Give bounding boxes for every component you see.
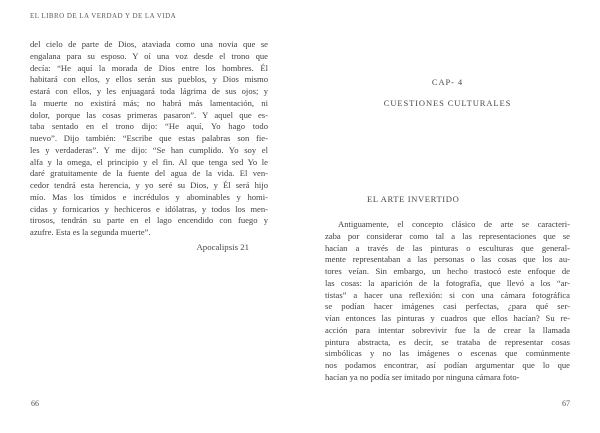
text-line: cedor tendrá esta herencia, y yo seré su Dios, y Él será hijo <box>30 180 268 190</box>
page-number-left: 66 <box>31 399 39 408</box>
text-line: dolor, porque las cosas primeras pasaron”. Y aquel que es- <box>30 109 268 120</box>
text-line: las cosas: la aparición de la fotografía, que llevó a los “ar- <box>325 277 570 288</box>
text-line: nos podamos encontrar, así podían argumentar que lo que <box>325 360 570 370</box>
text-line: les y verdaderas”. Y me dijo: “Se han cumplido. Yo soy el <box>30 144 268 155</box>
text-line: azufre. Esta es la segunda muerte”. <box>30 227 151 237</box>
text-line: vían entonces las pinturas y cuadros que ellos hacían? Su re- <box>325 313 570 323</box>
running-header: EL LIBRO DE LA VERDAD Y DE LA VIDA <box>30 12 177 20</box>
text-line: tores veían. Sin embargo, un hecho trastocó este enfoque de <box>325 266 570 276</box>
text-line: nuevo”. Dijo también: “Escribe que estas palabras son fie- <box>30 133 268 143</box>
text-line: pintura abstracta, es decir, se trataba de representar cosas <box>325 336 570 347</box>
text-line: simbólicas y no las imágenes o escenas que comúnmente <box>325 348 570 359</box>
right-page-body-text <box>325 219 570 384</box>
text-line: tirosos, tendrán su parte en el lago encendido con fuego y <box>30 215 268 226</box>
page-number-right: 67 <box>562 399 570 408</box>
text-line: mío. Mas los tímidos e incrédulos y abominables y homi- <box>30 191 268 202</box>
text-line: Antiguamente, el concepto clásico de arte se caracteri- <box>338 219 570 229</box>
left-page-body-text <box>30 39 268 239</box>
text-line: tistas” a hacer una reflexión: si con una cámara fotográfica <box>325 289 570 300</box>
section-heading: EL ARTE INVERTIDO <box>367 194 460 204</box>
text-line: engalana para su esposo. Y oí una voz desde el trono que <box>30 50 268 61</box>
text-line: zaba por considerar como tal a las representaciones que se <box>325 230 570 241</box>
text-line: decía: “He aquí la morada de Dios entre los hombres. Él <box>30 62 268 73</box>
chapter-title: CUESTIONES CULTURALES <box>383 98 512 108</box>
text-line: hacían ya no podía ser imitado por ninguna cámara foto- <box>325 371 520 382</box>
text-line: estará con ellos, y les enjuagará toda lágrima de sus ojos; y <box>30 86 268 96</box>
text-line: alfa y la omega, el principio y el fin. Al que tenga sed Yo le <box>30 156 268 167</box>
text-line: hacían a través de las pinturas o esculturas que general- <box>325 242 570 253</box>
scripture-attribution: Apocalipsis 21 <box>196 242 249 252</box>
text-line: la muerte no existirá más; no habrá más lamentación, ni <box>30 97 268 108</box>
text-line: del cielo de parte de Dios, ataviada como una novia que se <box>30 39 268 49</box>
text-line: mente representaban a las personas o las cosas que los au- <box>325 254 570 265</box>
text-line: cidas y fornicarios y hechiceros e idólatras, y todos los men- <box>30 203 268 214</box>
chapter-label: CAP- 4 <box>431 77 464 87</box>
text-line: acción para intentar sobrevivir fue la de crear la llamada <box>325 324 570 335</box>
text-line: taba sentado en el trono dijo: “He aquí, Yo hago todo <box>30 121 268 132</box>
text-line: daré gratuitamente de la fuente del agua de la vida. El ven- <box>30 168 268 179</box>
text-line: habitará con ellos, y ellos serán sus pueblos, y Dios mismo <box>30 74 268 85</box>
text-line: se podían hacer imágenes casi perfectas, ¿para qué ser- <box>325 301 570 312</box>
